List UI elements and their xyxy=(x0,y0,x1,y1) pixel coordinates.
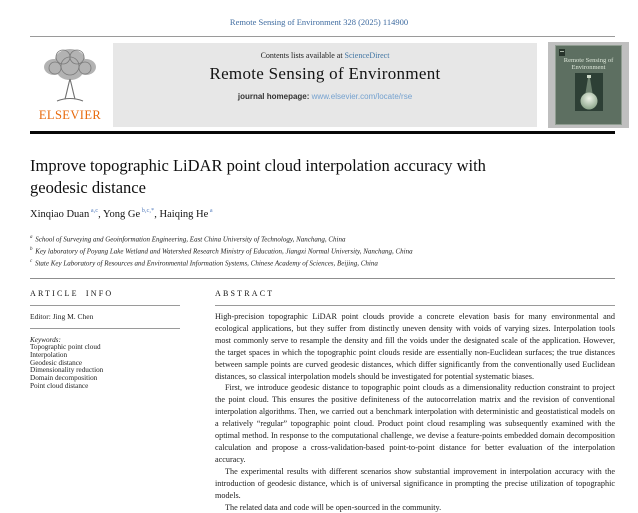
editor-line: Editor: Jing M. Chen xyxy=(30,312,202,321)
article-info-section xyxy=(30,289,202,391)
author-separator: , xyxy=(98,209,103,220)
journal-banner xyxy=(113,43,537,127)
affiliation-text: Key laboratory of Poyang Lake Wetland and Watershed Research Ministry of Education, Jiangxi Normal University, Nanchang, China xyxy=(35,247,412,255)
author-name: Yong Ge xyxy=(103,209,140,220)
author xyxy=(160,209,213,220)
article-info-heading: ARTICLE INFO xyxy=(30,289,202,298)
author xyxy=(30,209,103,220)
author-affil-marker: a,c xyxy=(91,207,98,214)
abstract-paragraph: First, we introduce geodesic distance to topographic point clouds as a dimensionality reduction constraint to project the point cloud. This ensures the positive definiteness of the autocorrelation matrix and the revision of conventional interpolation algorithms. Then, we carried out a benchmark interpolation with deterministic and geostatistical models on a relatively “regular” topographic point cloud. Product point cloud resampling was subsequently examined with the optimal method. In response to the computational challenge, we devise a feature-points embedded domain decomposition calculation and propose a cross-validation-based point-to-point distance for better evaluation of the interpolation accuracy. xyxy=(215,382,615,465)
keyword: Interpolation xyxy=(30,352,202,360)
affiliation xyxy=(30,245,615,257)
author-name: Xinqiao Duan xyxy=(30,209,89,220)
editor-divider xyxy=(30,328,180,329)
abstract-paragraph: High-precision topographic LiDAR point clouds provide a concrete elevation basis for many environmental and ecological applications, but they suffer from distinctly uneven density with voids of varying sizes. Interpolation tools most commonly serve to resample the density and fill the voids under the designated scale of the application. However, the target spaces in which the topographic point clouds reside are essentially non-Euclidean surfaces; the true distances between sample points are curved geodesic distances, which differ significantly from the conventionally used Euclidean distances, so classical interpolation models should be investigated for potential systematic biases. xyxy=(215,311,615,382)
keyword: Geodesic distance xyxy=(30,360,202,368)
article-info-divider xyxy=(30,305,180,306)
affiliation-text: School of Surveying and Geoinformation Engineering, East China University of Technology, Nanchang, China xyxy=(35,235,345,243)
author-list xyxy=(30,207,213,220)
homepage-line xyxy=(113,92,537,101)
cover-title: Remote Sensing of Environment xyxy=(556,57,621,71)
sciencedirect-link[interactable]: ScienceDirect xyxy=(345,51,390,60)
author xyxy=(103,209,160,220)
contents-line xyxy=(113,43,537,60)
journal-cover xyxy=(555,45,622,125)
affiliation-marker: c xyxy=(30,259,32,264)
author-name: Haiqing He xyxy=(160,209,209,220)
affiliation-marker: b xyxy=(30,247,33,252)
abstract-paragraph: The related data and code will be open-sourced in the community. xyxy=(215,502,615,513)
abstract-paragraph: The experimental results with different scenarios show substantial improvement in interpolation accuracy with the introduction of geodesic distance, which is of universal significance in prompting the precise utilization of topographic models. xyxy=(215,466,615,502)
author-affil-marker: b,c,* xyxy=(142,207,155,214)
journal-homepage-link[interactable]: www.elsevier.com/locate/rse xyxy=(312,92,412,101)
affiliation-list xyxy=(30,233,615,269)
keywords-label: Keywords: xyxy=(30,336,202,344)
affiliation-text: State Key Laboratory of Resources and Environmental Information Systems, Chinese Academy of Sciences, Beijing, China xyxy=(35,260,378,268)
masthead-divider xyxy=(30,131,615,134)
elsevier-tree-icon xyxy=(37,43,103,107)
author-affil-marker: a xyxy=(210,207,213,214)
elsevier-logo xyxy=(31,43,109,128)
homepage-label: journal homepage: xyxy=(238,92,310,101)
abstract-heading: ABSTRACT xyxy=(215,289,615,298)
elsevier-wordmark: ELSEVIER xyxy=(31,108,109,123)
affiliation-marker: a xyxy=(30,235,33,240)
keyword: Domain decomposition xyxy=(30,375,202,383)
affiliation xyxy=(30,257,615,269)
keyword: Point cloud distance xyxy=(30,383,202,391)
abstract-section xyxy=(215,289,615,513)
article-title: Improve topographic LiDAR point cloud interpolation accuracy with geodesic distance xyxy=(30,155,542,198)
lidar-beam-sphere-graphic xyxy=(575,73,603,111)
abstract-divider xyxy=(215,305,615,306)
journal-citation-link[interactable]: Remote Sensing of Environment 328 (2025) 114900 xyxy=(0,17,638,27)
keyword: Topographic point cloud xyxy=(30,344,202,352)
cover-mini-logo-icon xyxy=(559,49,565,56)
keyword: Dimensionality reduction xyxy=(30,367,202,375)
header-body-divider xyxy=(30,278,615,279)
affiliation xyxy=(30,233,615,245)
journal-cover-thumbnail xyxy=(548,42,629,128)
contents-text: Contents lists available at xyxy=(261,51,343,60)
author-separator: , xyxy=(154,209,159,220)
top-divider xyxy=(30,36,615,37)
journal-title: Remote Sensing of Environment xyxy=(113,64,537,84)
